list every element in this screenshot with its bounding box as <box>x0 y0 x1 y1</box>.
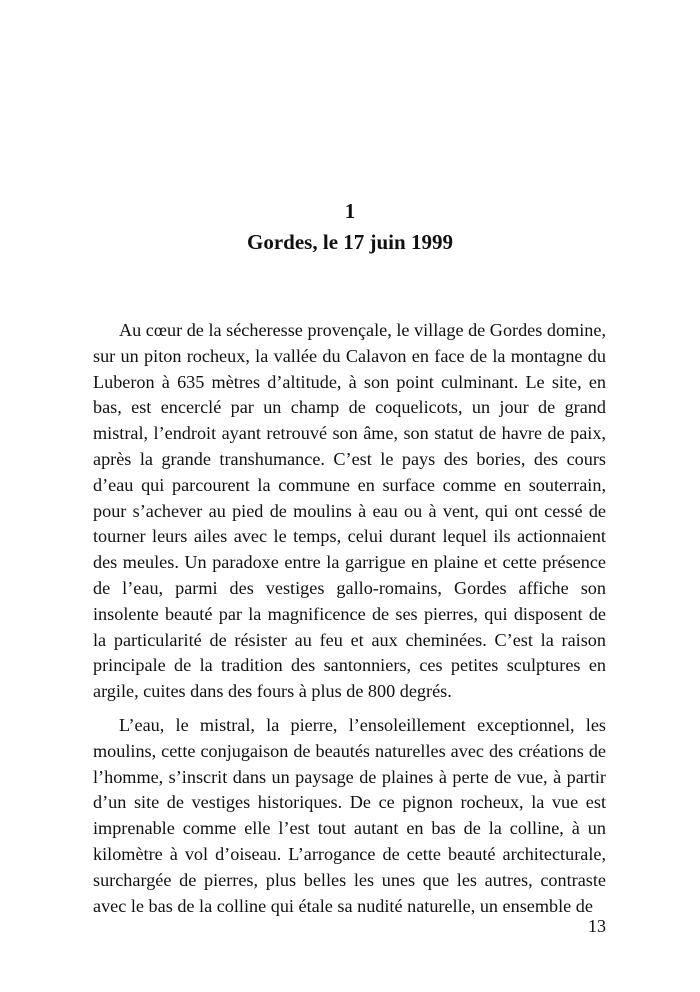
page-number: 13 <box>588 916 606 936</box>
paragraph-1: Au cœur de la sécheresse provençale, le village de Gordes domine, sur un piton rocheux, la vallée du Calavon en face de la montagne du Luberon à 635 mètres d’altitude, à son point culminant. Le site, en bas, est encerclé par un champ de coquelicots, un jour de grand mistral, l’endroit ayant retrouvé son âme, son statut de havre de paix, après la grande transhumance. C’est le pays des bories, des cours d’eau qui parcourent la commune en surface comme en souterrain, pour s’achever au pied de moulins à eau ou à vent, qui ont cessé de tourner leurs ailes avec le temps, celui durant lequel ils actionnaient des meules. Un paradoxe entre la garrigue en plaine et cette présence de l’eau, parmi des vestiges gallo-romains, Gordes affiche son insolente beauté par la magnificence de ses pierres, qui disposent de la particularité de résister au feu et aux cheminées. C’est la raison principale de la tradition des santonniers, ces petites sculptures en argile, cuites dans des fours à plus de 800 degrés. <box>93 320 606 702</box>
chapter-number: 1 <box>344 199 356 223</box>
chapter-title: Gordes, le 17 juin 1999 <box>247 230 453 254</box>
paragraph-2: L’eau, le mistral, la pierre, l’ensoleillement exceptionnel, les moulins, cette conjugaison de beautés naturelles avec des créations de l’homme, s’inscrit dans un paysage de plaines à perte de vue, à partir d’un site de vestiges historiques. De ce pignon rocheux, la vue est imprenable comme elle l’est tout autant en bas de la colline, à un kilomètre à vol d’oiseau. L’arrogance de cette beauté architecturale, surchargée de pierres, plus belles les unes que les autres, contraste avec le bas de la colline qui étale sa nudité naturelle, un ensemble de <box>93 715 606 916</box>
